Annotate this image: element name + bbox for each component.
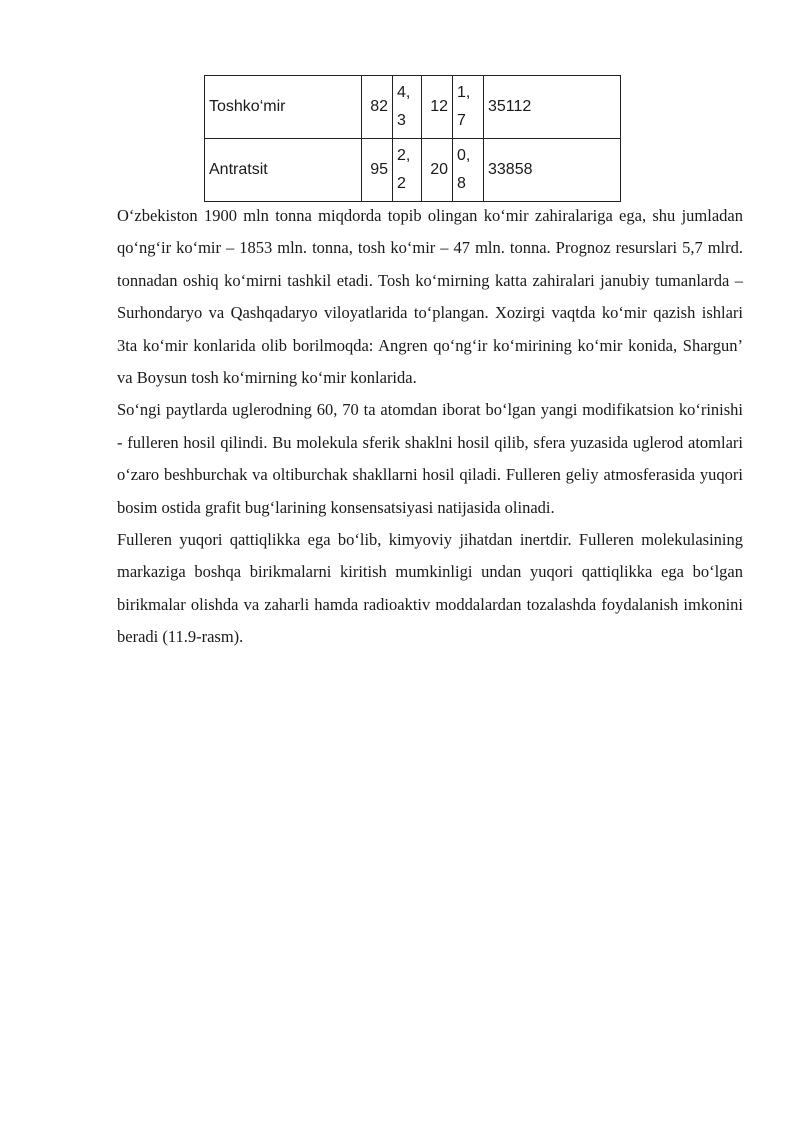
table-cell: 33858 [484,139,621,202]
table-cell [453,139,484,202]
table-cell-name: Antratsit [205,139,362,202]
coal-table [204,75,621,202]
paragraph: So‘ngi paytlarda uglerodning 60, 70 ta atomdan iborat bo‘lgan yangi modifikatsion ko‘rinishi - fulleren hosil qilindi. Bu molekula sferik shaklni hosil qilib, sfera yuzasida uglerod atomlari o‘zaro beshburchak va oltiburchak shakllarni hosil qiladi. Fulleren geliy atmosferasida yuqori bosim ostida grafit bug‘larining konsensatsiyasi natijasida olinadi. [117,400,743,517]
table-cell-value: 1, 7 [457,84,471,129]
table-cell-value: 0, 8 [457,147,471,192]
paragraph: O‘zbekiston 1900 mln tonna miqdorda topib olingan ko‘mir zahiralariga ega, shu jumladan qo‘ng‘ir ko‘mir – 1853 mln. tonna, tosh ko‘mir – 47 mln. tonna. Prognoz resurslari 5,7 mlrd. tonnadan oshiq ko‘mirni tashkil etadi. Tosh ko‘mirning katta zahiralari janubiy tumanlarda – Surhondaryo va Qashqadaryo viloyatlarida to‘plangan. Xozirgi vaqtda ko‘mir qazish ishlari 3ta ko‘mir konlarida olib borilmoqda: Angren qo‘ng‘ir ko‘mirining ko‘mir konida, Shargun’ va Boysun tosh ko‘mirning ko‘mir konlarida. [117,206,743,388]
table-cell [393,139,422,202]
table-cell [393,76,422,139]
table-cell-value: 2, 2 [397,147,411,192]
table-cell: 35112 [484,76,621,139]
table-cell-value: 4, 3 [397,84,411,129]
table-cell [453,76,484,139]
table-cell: 82 [362,76,393,139]
table-row [205,139,621,202]
table-cell-name: Toshko‘mir [205,76,362,139]
table-row [205,76,621,139]
table-cell: 95 [362,139,393,202]
body-text [117,200,743,654]
table-cell: 12 [422,76,453,139]
paragraph: Fulleren yuqori qattiqlikka ega bo‘lib, kimyoviy jihatdan inertdir. Fulleren molekulasining markaziga boshqa birikmalarni kiritish mumkinligi undan yuqori qattiqlikka ega bo‘lgan birikmalar olishda va zaharli hamda radioaktiv moddalardan tozalashda foydalanish imkonini beradi (11.9-rasm). [117,530,743,647]
table-cell: 20 [422,139,453,202]
